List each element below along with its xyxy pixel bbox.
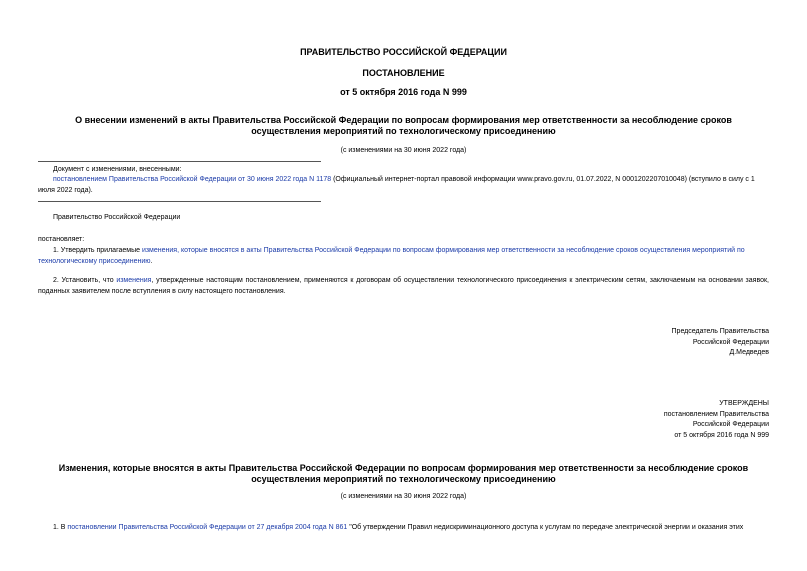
paragraph-2-suffix: , утвержденные настоящим постановлением, применяются к договорам об осуществлении технологического присоединения к электрическим сетям, заключаемым на основании заявок, поданных заявителем после вступления в силу настоящего постановления. — [38, 277, 769, 295]
paragraph-2 — [38, 276, 769, 297]
approval-block — [469, 399, 769, 441]
approval-line-4: от 5 октября 2016 года N 999 — [674, 431, 769, 439]
approval-line-2: постановлением Правительства — [663, 410, 769, 418]
document-type: ПОСТАНОВЛЕНИЕ — [362, 68, 445, 78]
document-title: О внесении изменений в акты Правительства Российской Федерации по вопросам формирования мер ответственности за несоблюдение сроков осуществления мероприятий по технологическому присоединению — [75, 115, 732, 136]
annex-item-1 — [53, 523, 783, 534]
changes-intro: Документ с изменениями, внесенными: — [53, 166, 182, 173]
changes-details: (Официальный интернет-портал правовой информации www.pravo.gov.ru, 01.07.2022, N 0001202207010048) (вступило в силу с 1 июля 2022 года). — [38, 176, 755, 194]
divider-bottom — [38, 201, 321, 202]
government-heading: ПРАВИТЕЛЬСТВО РОССИЙСКОЙ ФЕДЕРАЦИИ — [300, 47, 507, 57]
annex-item-1-prefix: 1. В — [53, 524, 68, 531]
changes-paragraph — [38, 175, 769, 196]
approval-line-3: Российской Федерации — [692, 421, 769, 428]
annex-title: Изменения, которые вносятся в акты Правительства Российской Федерации по вопросам формирования мер ответственности за несоблюдение сроков осуществления мероприятий по технологическому присоединению — [58, 463, 749, 484]
annex-item-1-link[interactable]: постановлении Правительства Российской Федерации от 27 декабря 2004 года N 861 — [67, 524, 348, 531]
paragraph-1-prefix: 1. Утвердить прилагаемые — [53, 247, 142, 254]
approval-heading: УТВЕРЖДЕНЫ — [719, 400, 769, 407]
issuing-authority: Правительство Российской Федерации — [53, 214, 181, 221]
paragraph-2-prefix: 2. Установить, что — [53, 277, 117, 284]
signature-block — [469, 327, 769, 359]
signature-org: Российской Федерации — [692, 338, 769, 346]
paragraph-1 — [38, 246, 769, 267]
decides-label: постановляет: — [38, 236, 85, 243]
document-date-number: от 5 октября 2016 года N 999 — [340, 87, 467, 97]
paragraph-2-link[interactable]: изменения — [116, 277, 152, 284]
annex-edition-note: (с изменениями на 30 июня 2022 года) — [340, 493, 467, 500]
changes-link[interactable]: постановлением Правительства Российской Федерации от 30 июня 2022 года N 1178 — [53, 176, 332, 183]
signature-name: Д.Медведев — [729, 349, 769, 356]
edition-note: (с изменениями на 30 июня 2022 года) — [340, 147, 467, 154]
paragraph-1-link[interactable]: изменения, которые вносятся в акты Правительства Российской Федерации по вопросам формирования мер ответственности за несоблюдение сроков осуществления мероприятий по технологическому присоединению — [38, 247, 745, 265]
signature-title: Председатель Правительства — [671, 328, 769, 335]
paragraph-1-suffix: . — [150, 257, 153, 265]
divider-top — [38, 161, 321, 162]
annex-item-1-suffix: "Об утверждении Правил недискриминационного доступа к услугам по передаче электрической энергии и оказания этих — [347, 524, 744, 531]
